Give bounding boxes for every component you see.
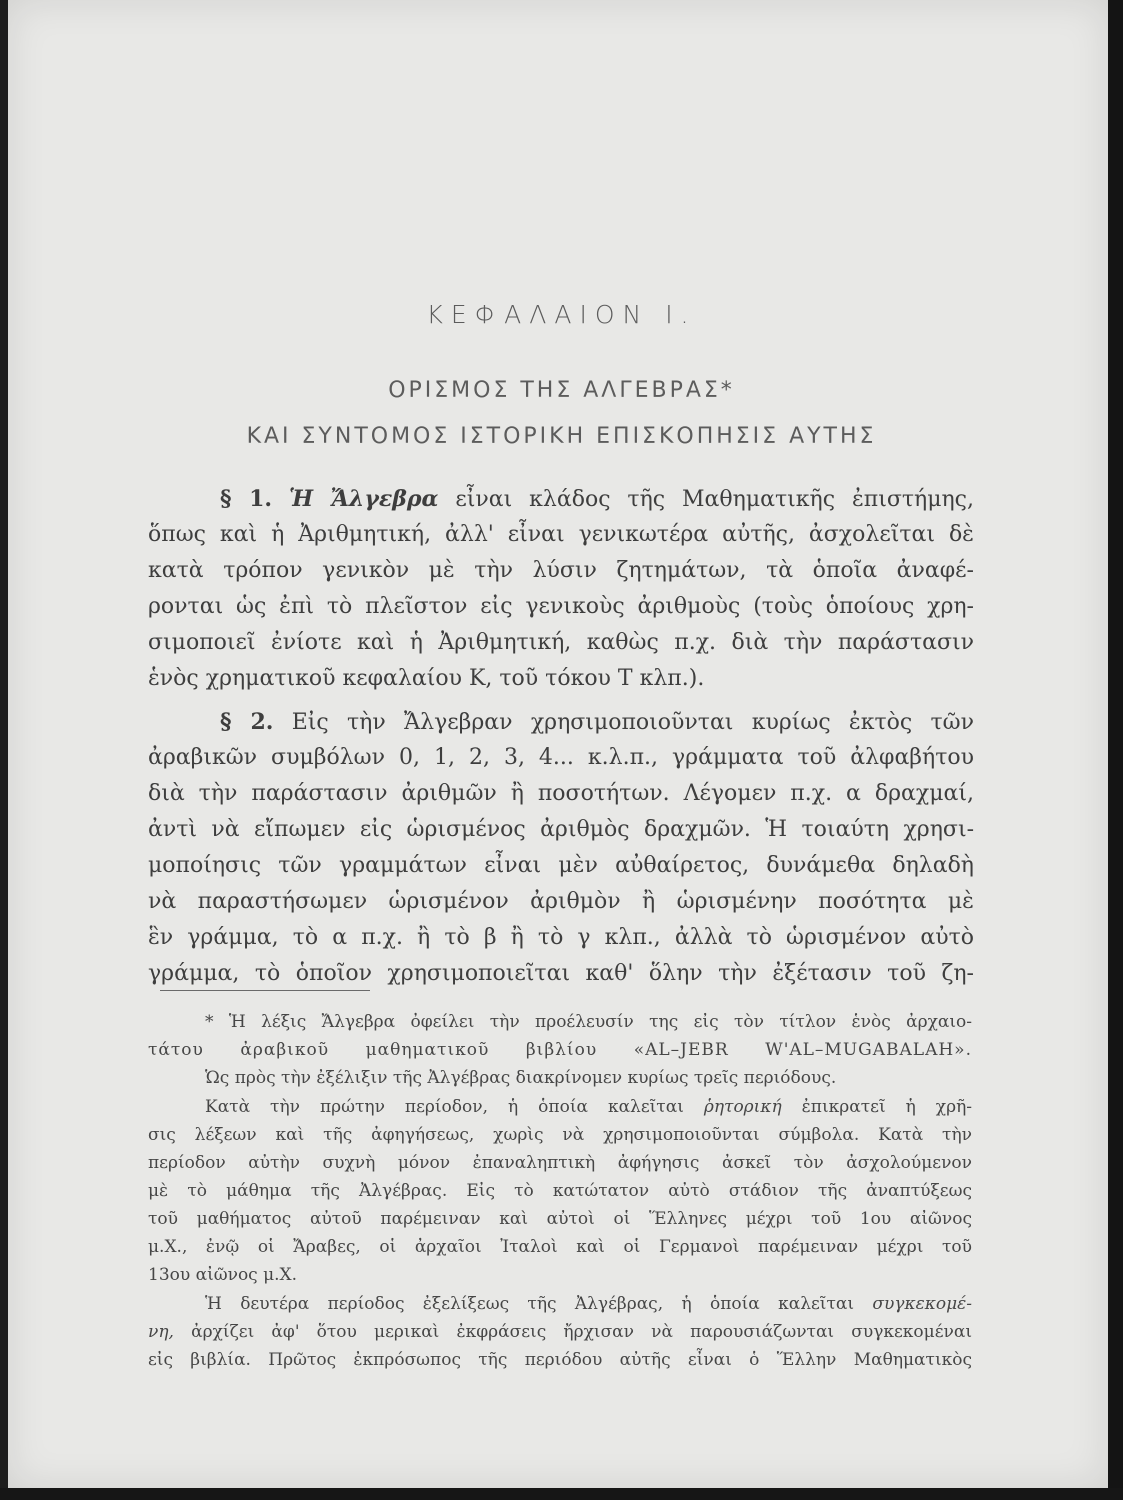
footnote-line: περίοδον αὐτὴν συχνὴ μόνον ἐπαναληπτικὴ ἀφήγησις ἀσκεῖ τὸν ἀσχολούμενον [148,1153,972,1173]
footnote-line [148,1040,972,1066]
footnote-line: Ὡς πρὸς τὴν ἐξέλιξιν τῆς Ἀλγέβρας διακρίνομεν κυρίως τρεῖς περιόδους. [205,1068,837,1088]
paragraph-2-line-1 [220,709,974,743]
paragraph-1-line: ρονται ὡς ἐπὶ τὸ πλεῖστον εἰς γενικοὺς ἀριθμοὺς (τοὺς ὁποίους χρη- [148,594,974,619]
footnote-line [205,1294,972,1320]
footnote-text: ἀρχίζει ἀφ' ὅτου μερικαὶ ἐκφράσεις ἤρχισαν νὰ παρουσιάζωνται συγκεκομέναι [191,1322,972,1342]
paragraph-2-line: διὰ τὴν παράστασιν ἀριθμῶν ἢ ποσοτήτων. Λέγομεν π.χ. α δραχμαί, [148,781,974,806]
footnote-line [148,1322,972,1348]
footnote-line [205,1097,972,1123]
paragraph-2-line: νὰ παραστήσωμεν ὡρισμένον ἀριθμὸν ἢ ὡρισμένην ποσότητα μὲ [148,889,974,914]
defined-term: Ἡ Ἄλγεβρα [288,486,439,512]
footnote-line: τοῦ μαθήματος αὐτοῦ παρέμειναν καὶ αὐτοὶ οἱ Ἕλληνες μέχρι τοῦ 1ου αἰῶνος [148,1209,972,1229]
paragraph-2-line: ἓν γράμμα, τὸ α π.χ. ἢ τὸ β ἢ τὸ γ κλπ., ἀλλὰ τὸ ὡρισμένον αὐτὸ [148,925,974,950]
footnote-term: νη, [148,1322,174,1342]
title-line-2: ΚΑΙ ΣΥΝΤΟΜΟΣ ΙΣΤΟΡΙΚΗ ΕΠΙΣΚΟΠΗΣΙΣ ΑΥΤΗΣ [246,424,877,449]
footnote-line: σις λέξεων καὶ τῆς ἀφηγήσεως, χωρὶς νὰ χρησιμοποιοῦνται σύμβολα. Κατὰ τὴν [148,1125,972,1145]
footnote-line: μὲ τὸ μάθημα τῆς Ἀλγέβρας. Εἰς τὸ κατώτατον αὐτὸ στάδιον τῆς ἀναπτύξεως [148,1181,972,1201]
footnote-text: Κατὰ τὴν πρώτην περίοδον, ἡ ὁποία καλεῖται [205,1097,684,1117]
footnote-term: συγκεκομέ- [872,1294,973,1314]
footnote-text: τάτου ἀραβικοῦ μαθηματικοῦ βιβλίου «AL–JEBR W'AL–MUGABALAH». [148,1040,972,1060]
paragraph-2-line: μοποίησις τῶν γραμμάτων εἶναι μὲν αὐθαίρετος, δυνάμεθα δηλαδὴ [148,853,974,878]
paragraph-1-line: κατὰ τρόπον γενικὸν μὲ τὴν λύσιν ζητημάτων, τὰ ὁποῖα ἀναφέ- [148,558,974,583]
page-edge-right [1108,0,1123,1500]
page-edge-bottom [0,1488,1123,1500]
footnote-term: ῥητορική [703,1097,782,1117]
footnote-line: * Ἡ λέξις Ἄλγεβρα ὀφείλει τὴν προέλευσίν της εἰς τὸν τίτλον ἑνὸς ἀρχαιο- [205,1012,972,1032]
footnote-text: Ἡ δευτέρα περίοδος ἐξελίξεως τῆς Ἀλγέβρας, ἡ ὁποία καλεῖται [205,1294,854,1314]
section-mark-2: § 2. [220,709,274,735]
footnote-line: μ.Χ., ἐνῷ οἱ Ἄραβες, οἱ ἀρχαῖοι Ἰταλοὶ καὶ οἱ Γερμανοὶ παρέμειναν μέχρι τοῦ [148,1237,972,1257]
paragraph-1-text: εἶναι κλάδος τῆς Μαθηματικῆς ἐπιστήμης, [455,487,974,512]
section-mark-1: § 1. [220,486,273,512]
paragraph-2-line: γράμμα, τὸ ὁποῖον χρησιμοποιεῖται καθ' ὅλην τὴν ἐξέτασιν τοῦ ζη- [148,961,974,986]
paragraph-1-line: ὅπως καὶ ἡ Ἀριθμητική, ἀλλ' εἶναι γενικωτέρα αὐτῆς, ἀσχολεῖται δὲ [148,522,974,547]
footnote-text: ἐπικρατεῖ ἡ χρῆ- [801,1097,973,1117]
title-line-1: ΟΡΙΣΜΟΣ ΤΗΣ ΑΛΓΕΒΡΑΣ* [388,378,735,403]
footnote-divider [160,990,370,991]
paragraph-2-line: ἀντὶ νὰ εἴπωμεν εἰς ὡρισμένος ἀριθμὸς δραχμῶν. Ἡ τοιαύτη χρησι- [148,817,974,842]
paragraph-2-text: Εἰς τὴν Ἄλγεβραν χρησιμοποιοῦνται κυρίως ἐκτὸς τῶν [291,710,974,735]
paragraph-1-line: ἑνὸς χρηματικοῦ κεφαλαίου Κ, τοῦ τόκου Τ κλπ.). [148,666,705,691]
paragraph-1-line-1 [220,486,974,520]
paragraph-2-line: ἀραβικῶν συμβόλων 0, 1, 2, 3, 4... κ.λ.π., γράμματα τοῦ ἀλφαβήτου [148,745,974,770]
paragraph-1-line: σιμοποιεῖ ἐνίοτε καὶ ἡ Ἀριθμητική, καθὼς π.χ. διὰ τὴν παράστασιν [148,630,974,655]
footnote-line: 13ου αἰῶνος μ.Χ. [148,1265,298,1285]
footnote-line: εἰς βιβλία. Πρῶτος ἐκπρόσωπος τῆς περιόδου αὐτῆς εἶναι ὁ Ἕλλην Μαθηματικὸς [148,1350,972,1370]
chapter-heading: ΚΕΦΑΛΑΙΟΝ Ι. [426,300,697,329]
